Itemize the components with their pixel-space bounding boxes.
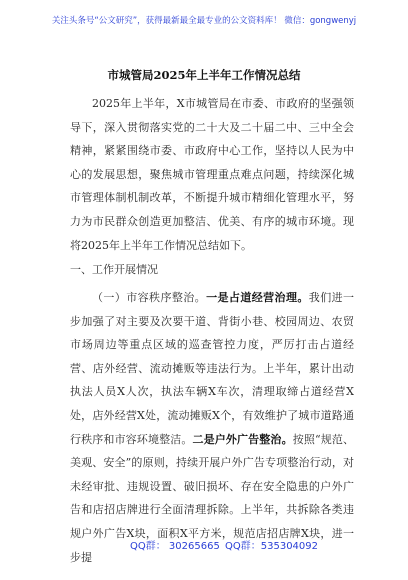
footer-qq-group-2: QQ群：535304092 — [225, 541, 319, 552]
subsection-paragraph — [70, 286, 354, 569]
section-heading: 一、工作开展情况 — [70, 263, 158, 276]
intro-paragraph: 2025年上半年，X市城管局在市委、市政府的坚强领导下，深入贯彻落实党的二十大及二十届二中、三中全会精神，紧紧围绕市委、市政府中心工作，坚持以人民为中心的发展思想，聚焦城市管理重点难点问题，持续深化城市管理体制机制改革，不断提升城市精细化管理水平，努力为市民群众创造更加整洁、优美、有序的城市环境。现将2025年上半年工作情况总结如下。 — [70, 97, 354, 252]
document-title: 市城管局2025年上半年工作情况总结 — [107, 68, 301, 82]
point2-label: 二是户外广告整治。 — [192, 432, 293, 446]
subsection-label: （一）市容秩序整治。 — [92, 291, 207, 304]
point1-text: 我们进一步加强了对主要及次要干道、背街小巷、校园周边、农贸市场周边等重点区域的巡查管控力度，严厉打击占道经营、店外经营、流动摊贩等违法行为。上半年，累计出动执法人员X人次，执法车辆X车次，清理取缔占道经营X处，店外经营X处，流动摊贩X个，有效维护了城市道路通行秩序和市容环境整洁。 — [70, 291, 355, 446]
footer-qq-group-1: QQ群： 30265665 — [130, 541, 220, 552]
point1-label: 一是占道经营治理。 — [206, 291, 309, 304]
promo-banner: 关注头条号“公文研究”，获得最新最全最专业的公文资料库！ 微信：gongwenyj — [51, 16, 357, 26]
point2-text: 按照“规范、美观、安全”的原则，持续开展户外广告专项整治行动，对未经审批、违规设置、破旧损坏、存在安全隐患的户外广告和店招店牌进行全面清理拆除。上半年，共拆除各类违规户外广告X块，面积X平方米，规范店招店牌X块，进一步提 — [70, 432, 355, 564]
